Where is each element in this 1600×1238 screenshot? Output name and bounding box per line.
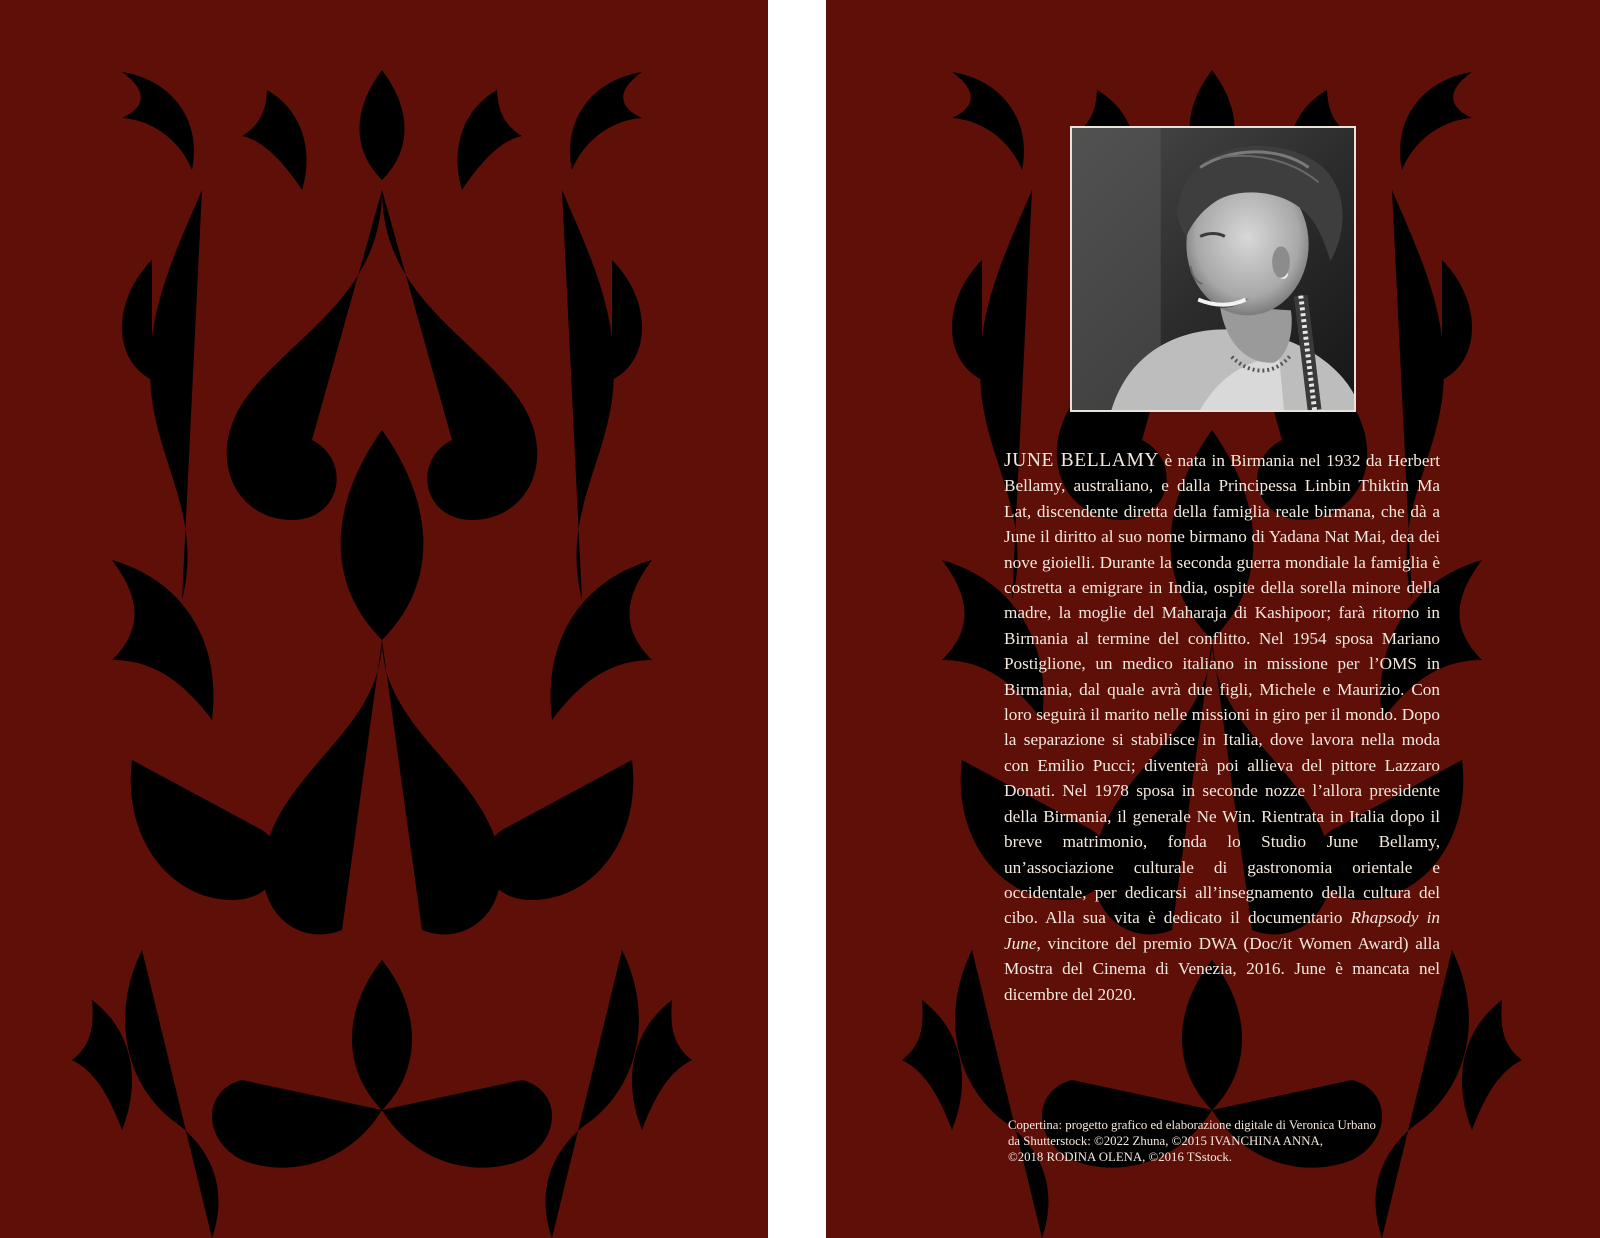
film-title: Rhapsody in June [1004,908,1441,953]
damask-ornament [0,0,768,1238]
author-photo [1070,126,1356,412]
bio-text-end: , vincitore del premio DWA (Doc/it Women Award) alla Mostra del Cinema di Venezia, 2016. June è mancata nel dicembre del 2020. [1004,933,1440,1004]
author-portrait-image [1072,128,1354,410]
credits-line: da Shutterstock: ©2022 Zhuna, ©2015 IVANCHINA ANNA, [1008,1134,1323,1148]
author-name: JUNE BELLAMY [1004,450,1160,471]
back-cover [826,0,1600,1238]
cover-credits [1008,1117,1448,1165]
bio-text: è nata in Birmania nel 1932 da Herbert Bellamy, australiano, e dalla Principessa Linbin Thiktin Ma Lat, discendente diretta della famiglia reale birmana, che dà a June il diritto al suo nome birmano di Yadana Nat Mai, dea dei nove gioielli. Durante la seconda guerra mondiale la famiglia è costretta a emigrare in India, ospite della sorella minore della madre, la moglie del Maharaja di Kashipoor; farà ritorno in Birmania al termine del conflitto. Nel 1954 sposa Mariano Postiglione, un medico italiano in missione per l’OMS in Birmania, dal quale avrà due figli, Michele e Maurizio. Con loro seguirà il marito nelle missioni in giro per il mondo. Dopo la separazione si stabilisce in Italia, dove lavora nella moda con Emilio Pucci; diventerà poi allieva del pittore Lazzaro Donati. Nel 1978 sposa in seconde nozze l’allora presidente della Birmania, il generale Ne Win. Rientrata in Italia dopo il breve matrimonio, fonda lo Studio June Bellamy, un’associazione culturale di gastronomia orientale e occidentale, per dedicarsi all’insegnamento della cultura del cibo. Alla sua vita è dedicato il documentario [1004,451,1440,928]
credits-line: ©2018 RODINA OLENA, ©2016 TSstock. [1008,1150,1232,1164]
credits-line: Copertina: progetto grafico ed elaborazione digitale di Veronica Urbano [1008,1118,1376,1132]
front-cover [0,0,768,1238]
author-biography [1004,448,1440,1007]
